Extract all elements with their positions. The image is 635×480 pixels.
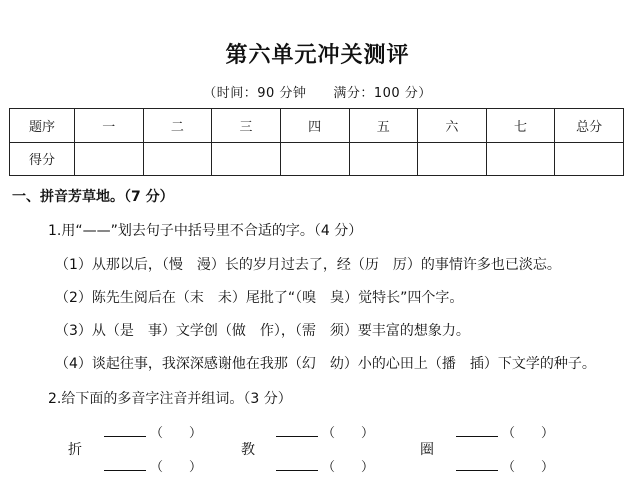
question-1-item: （3）从（是 事）文学创（做 作），（需 须）要丰富的想象力。: [55, 323, 470, 339]
score-table-header-row: [10, 109, 624, 143]
score-table-score-row: [10, 142, 624, 176]
pinyin-blank[interactable]: （ ）: [276, 422, 374, 441]
header-cell: 五: [349, 109, 418, 143]
score-cell[interactable]: [486, 142, 555, 176]
section-heading: 一、拼音芳草地。（7 分）: [12, 189, 174, 205]
score-row-label: 得分: [10, 142, 75, 176]
header-cell: 四: [280, 109, 349, 143]
score-cell[interactable]: [143, 142, 212, 176]
pinyin-blank[interactable]: （ ）: [456, 456, 554, 475]
score-cell[interactable]: [418, 142, 487, 176]
pinyin-blank[interactable]: （ ）: [104, 422, 202, 441]
question-1-item: （2）陈先生阅后在（末 未）尾批了“（嗅 臭）觉特长”四个字。: [55, 290, 464, 306]
exam-time-and-score: （时间：90 分钟 满分：100 分）: [203, 86, 432, 101]
score-cell[interactable]: [555, 142, 624, 176]
question-1-item: （4）谈起往事，我深深感谢他在我那（幻 幼）小的心田上（播 插）下文学的种子。: [55, 356, 596, 372]
polyphone-char: 折: [68, 442, 82, 458]
score-cell[interactable]: [280, 142, 349, 176]
question-2-prompt: 2.给下面的多音字注音并组词。（3 分）: [48, 391, 292, 407]
pinyin-blank[interactable]: （ ）: [276, 456, 374, 475]
question-1-prompt: 1.用“——”划去句子中括号里不合适的字。（4 分）: [48, 223, 363, 239]
pinyin-blank[interactable]: （ ）: [456, 422, 554, 441]
header-cell: 二: [143, 109, 212, 143]
score-table: [9, 108, 624, 176]
score-cell[interactable]: [212, 142, 281, 176]
header-cell: 三: [212, 109, 281, 143]
score-cell[interactable]: [75, 142, 144, 176]
pinyin-blank[interactable]: （ ）: [104, 456, 202, 475]
header-cell: 六: [418, 109, 487, 143]
question-1-item: （1）从那以后，（慢 漫）长的岁月过去了，经（历 厉）的事情许多也已淡忘。: [55, 257, 561, 273]
header-cell: 总分: [555, 109, 624, 143]
polyphone-char: 圈: [420, 442, 434, 458]
polyphone-char: 教: [241, 442, 255, 458]
header-cell: 七: [486, 109, 555, 143]
page-title: 第六单元冲关测评: [225, 43, 410, 68]
header-cell: 题序: [10, 109, 75, 143]
header-cell: 一: [75, 109, 144, 143]
score-cell[interactable]: [349, 142, 418, 176]
